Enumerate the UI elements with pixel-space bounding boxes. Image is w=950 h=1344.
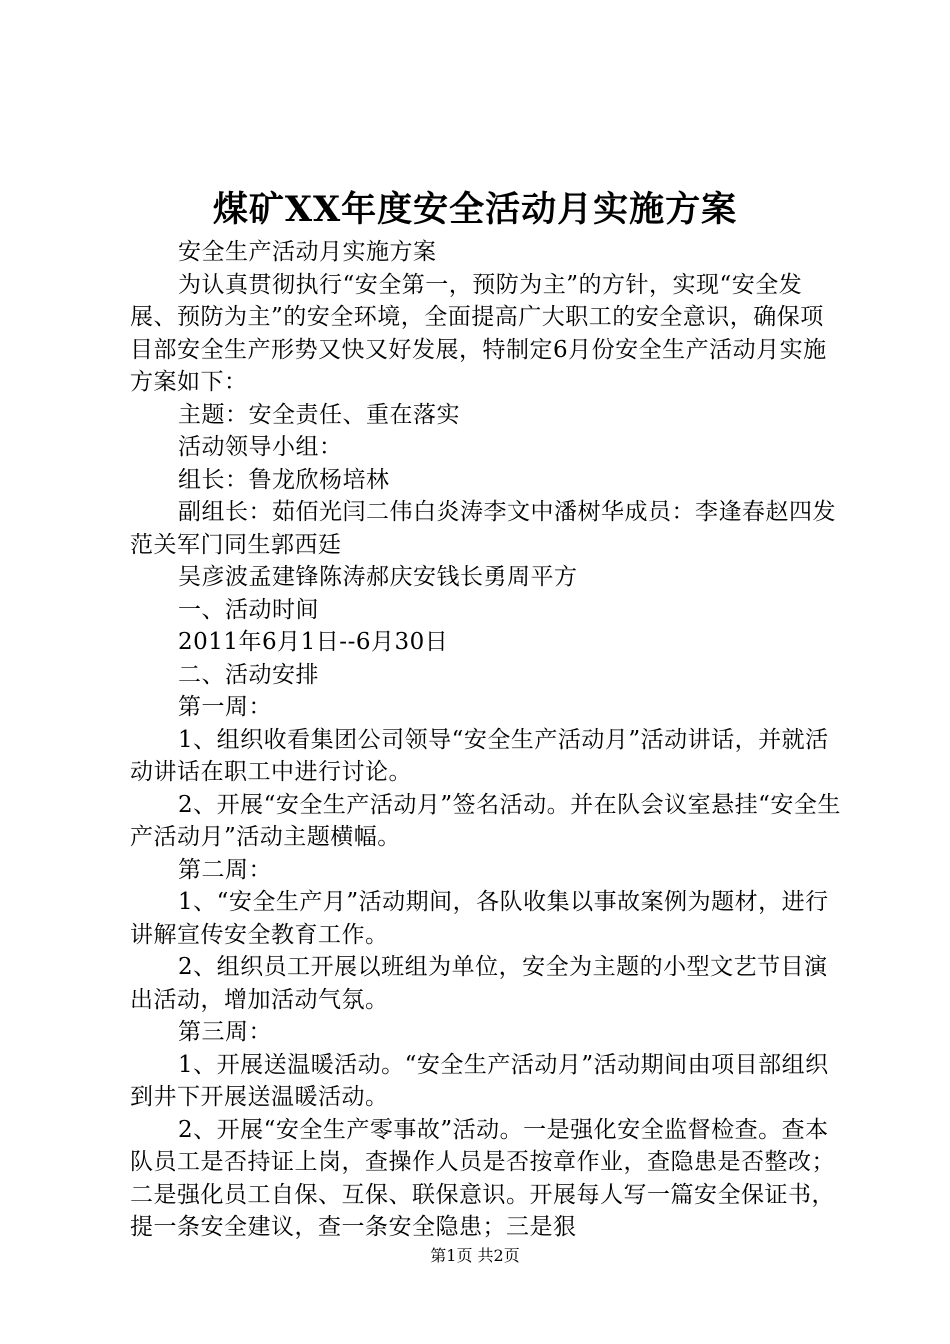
page-footer: 第1页 共2页 xyxy=(430,1246,520,1265)
paragraph: 活动领导小组： xyxy=(178,434,343,460)
paragraph: 二、活动安排 xyxy=(178,661,319,688)
paragraph: 一、活动时间 xyxy=(178,596,319,623)
paragraph: 2、组织员工开展以班组为单位，安全为主题的小型文艺节目演出活动，增加活动气氛。 xyxy=(130,954,828,1013)
paragraph: 吴彦波孟建锋陈涛郝庆安钱长勇周平方 xyxy=(178,564,578,590)
paragraph: 第三周： xyxy=(178,1019,272,1045)
paragraph: 2、开展“安全生产活动月”签名活动。并在队会议室悬挂“安全生产活动月”活动主题横幅。 xyxy=(130,791,841,850)
paragraph: 1、组织收看集团公司领导“安全生产活动月”活动讲话，并就活动讲话在职工中进行讨论。 xyxy=(130,726,829,785)
paragraph: 安全生产活动月实施方案 xyxy=(178,239,437,265)
paragraph: 2011年6月1日--6月30日 xyxy=(178,629,449,655)
paragraph: 为认真贯彻执行“安全第一，预防为主”的方针，实现“安全发展、预防为主”的安全环境，全面提高广大职工的安全意识，确保项目部安全生产形势又快又好发展，特制定6月份安全生产活动月实施方案如下： xyxy=(130,271,827,395)
document-title: 煤矿XX年度安全活动月实施方案 xyxy=(212,189,738,230)
paragraph: 第二周： xyxy=(178,856,272,883)
paragraph: 1、“安全生产月”活动期间，各队收集以事故案例为题材，进行讲解宣传安全教育工作。 xyxy=(130,889,829,948)
paragraph: 组长：鲁龙欣杨培林 xyxy=(178,466,390,493)
paragraph: 第一周： xyxy=(178,694,272,720)
paragraph: 副组长：茹佰光闫二伟白炎涛李文中潘树华成员：李逢春赵四发范关军门同生郭西廷 xyxy=(130,499,836,558)
document-body xyxy=(130,236,846,1244)
paragraph: 1、开展送温暖活动。“安全生产活动月”活动期间由项目部组织到井下开展送温暖活动。 xyxy=(130,1051,829,1110)
paragraph: 主题：安全责任、重在落实 xyxy=(178,401,460,428)
paragraph: 2、开展“安全生产零事故”活动。一是强化安全监督检查。查本队员工是否持证上岗，查操作人员是否按章作业，查隐患是否整改；二是强化员工自保、互保、联保意识。开展每人写一篇安全保证书，提一条安全建议，查一条安全隐患；三是狠 xyxy=(130,1116,835,1240)
